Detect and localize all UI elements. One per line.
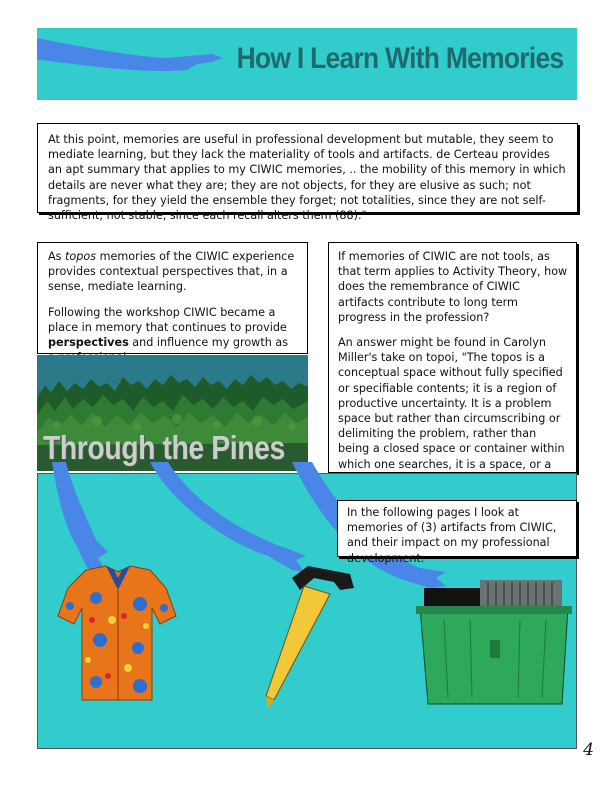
pointing-hand-icon [150,462,306,572]
left-p1-suffix: memories of the CIWIC experience provides contextual perspectives that, in a sense, mediate learning. [48,250,295,294]
right-paragraph-1: If memories of CIWIC are not tools, as that term applies to Activity Theory, how does the remembrance of CIWIC artifacts contribute to long term progress in the profession? [338,250,568,324]
artifacts-text: In the following pages I look at memories of (3) artifacts from CIWIC, and their impact on my professional development. [347,506,557,565]
artifacts-text-box [337,500,577,565]
page-title: How I Learn With Memories [236,42,563,75]
dumpster-icon [416,580,572,704]
hawaiian-shirt-icon [58,566,176,700]
left-p1-italic: topos [65,250,97,263]
left-p1-prefix: As [48,250,66,263]
pointing-hand-icon [52,462,108,574]
forest-title: Through the Pines [43,429,285,466]
left-p2-prefix: Following the workshop CIWIC became a place in memory that continues to provide [48,305,287,334]
right-paragraph-2: An answer might be found in Carolyn Miller's take on topoi, "The topos is a conceptual space without fully specified or specifiable contents; it is a region of productive uncertainty. It is a problem space but rather than circumscribing or delimiting the problem, rather than being a closed space or container within which one searches, it is a space, or a [338,336,565,471]
left-p2-bold: perspectives [48,336,129,350]
intro-text: At this point, memories are useful in professional development but mutable, they seem to mediate learning, but they lack the materiality of tools and artifacts. de Certeau provides an apt summary that applies to my CIWIC memories, .. the mobility of this memory in which details are never what they are; they are not objects, for they are elusive as such; not fragments, for they yield the ensemble they forget; not totalities, since they are not self-sufficient; not stable, since each recall alters them (88)." [48,133,566,223]
nail-icon [266,566,354,708]
page-number: 4 [583,740,594,760]
left-p2-suffix: and influence my growth as [132,336,289,350]
